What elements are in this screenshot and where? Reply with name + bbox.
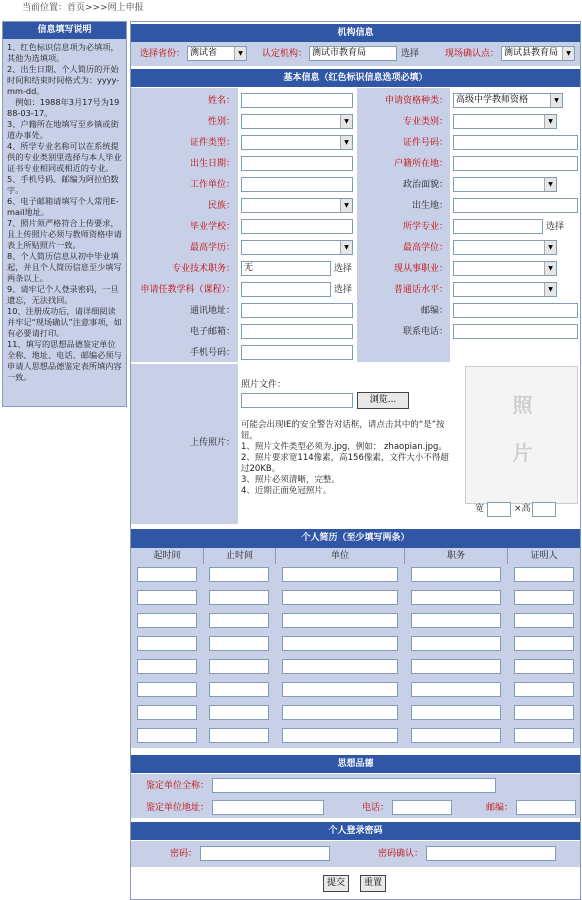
resume-cell-input[interactable]	[411, 682, 501, 697]
section-basic-title: 基本信息（红色标识信息选项必填）	[131, 69, 580, 87]
resume-col-start: 起时间	[153, 551, 181, 561]
help-line: 4、所学专业名称可以在系统提供的专业类别里选择与本人毕业证书专业相同或相近的专业。	[7, 141, 122, 173]
chevron-down-icon: ▼	[550, 94, 562, 107]
subject-label: 申请任教学科（课程）：	[140, 285, 235, 295]
title-label: 专业技术职务：	[171, 264, 235, 274]
mandarin-label: 普通话水平：	[393, 285, 448, 295]
resume-cell-input[interactable]	[411, 567, 501, 582]
name-input[interactable]	[241, 93, 353, 108]
photo-notes	[241, 420, 457, 497]
photo-note: 可能会出现IE的安全警告对话框，请点击其中的“是”按钮，	[241, 420, 445, 441]
resume-cell-input[interactable]	[209, 728, 269, 743]
section-login-title: 个人登录密码	[131, 822, 580, 840]
section-resume-title: 个人简历（至少填写两条）	[131, 529, 580, 548]
political-label: 政治面貌：	[402, 180, 448, 190]
moral-tel-input[interactable]	[392, 800, 452, 815]
photo-file-input[interactable]	[241, 393, 353, 408]
work-label: 工作单位：	[189, 180, 235, 190]
browse-button[interactable]: 浏览...	[357, 392, 409, 409]
moral-addr-label: 鉴定单位地址：	[145, 803, 209, 813]
resume-cell-input[interactable]	[514, 636, 574, 651]
resume-cell-input[interactable]	[411, 613, 501, 628]
resume-col-witness: 证明人	[530, 551, 558, 561]
moral-addr-input[interactable]	[212, 800, 324, 815]
auth-org-label: 认定机构：	[261, 49, 307, 59]
province-value: 测试省	[190, 48, 218, 58]
chevron-down-icon: ▼	[544, 241, 556, 254]
resume-cell-input[interactable]	[282, 682, 398, 697]
address-label: 通讯地址：	[189, 306, 235, 316]
major-input[interactable]	[453, 219, 543, 234]
resume-cell-input[interactable]	[282, 728, 398, 743]
help-line: 9、请牢记个人登录密码，一旦遗忘，无法找回。	[7, 284, 119, 305]
email-label: 电子邮箱：	[189, 327, 235, 337]
help-line: 5、手机号码、邮编为阿拉伯数字。	[7, 174, 119, 195]
password-input[interactable]	[200, 846, 330, 861]
resume-cell-input[interactable]	[137, 682, 197, 697]
photo-file-label: 照片文件：	[241, 380, 287, 390]
resume-cell-input[interactable]	[137, 705, 197, 720]
site-label: 现场确认点：	[444, 49, 499, 59]
resume-cell-input[interactable]	[209, 567, 269, 582]
postcode-label: 邮编：	[420, 306, 448, 316]
photo-height-label: ×高	[514, 504, 531, 514]
password-label: 密码：	[169, 849, 197, 859]
mobile-input[interactable]	[241, 345, 353, 360]
huji-input[interactable]	[453, 156, 578, 171]
name-label: 姓名：	[207, 96, 235, 106]
resume-cell-input[interactable]	[514, 682, 574, 697]
moral-tel-label: 电话：	[361, 803, 389, 813]
work-input[interactable]	[241, 177, 353, 192]
chevron-down-icon: ▼	[544, 115, 556, 128]
help-line: 2、出生日期、个人简历的开始时间和结束时间格式为：yyyy-mm-dd。	[7, 64, 120, 96]
auth-org-input[interactable]: 测试市教育局	[309, 46, 397, 61]
photo-note: 1、照片文件类型必须为.jpg，例如： zhaopian.jpg。	[241, 442, 447, 452]
title-select-link[interactable]: 选择	[334, 264, 353, 274]
help-line: 3、户籍所在地填写至乡镇或街道办事处。	[7, 119, 119, 140]
submit-button[interactable]: 提交	[323, 875, 349, 892]
degree-label: 最高学位：	[402, 243, 448, 253]
edu-label: 最高学历：	[189, 243, 235, 253]
political-select[interactable]	[453, 177, 557, 192]
subject-select-link[interactable]: 选择	[334, 285, 353, 295]
photo-height-input[interactable]	[532, 502, 556, 517]
help-line: 7、照片须严格符合上传要求，且上传照片必须与教师资格申请表上所贴照片一致。	[7, 218, 122, 250]
school-label: 毕业学校：	[189, 222, 235, 232]
cert-type-select[interactable]	[453, 93, 563, 108]
cert-type-label: 申请资格种类：	[384, 96, 448, 106]
resume-cell-input[interactable]	[137, 728, 197, 743]
resume-cell-input[interactable]	[282, 613, 398, 628]
degree-select[interactable]	[453, 240, 557, 255]
resume-cell-input[interactable]	[514, 728, 574, 743]
resume-cell-input[interactable]	[282, 590, 398, 605]
nation-label: 民族：	[207, 201, 235, 211]
photo-label: 上传照片：	[189, 438, 235, 448]
id-type-label: 证件类型：	[189, 138, 235, 148]
resume-cell-input[interactable]	[514, 659, 574, 674]
resume-cell-input[interactable]	[137, 659, 197, 674]
resume-cell-input[interactable]	[209, 590, 269, 605]
postcode-input[interactable]	[453, 303, 578, 318]
birth-input[interactable]	[241, 156, 353, 171]
resume-cell-input[interactable]	[411, 659, 501, 674]
chevron-down-icon: ▼	[340, 241, 352, 254]
resume-cell-input[interactable]	[137, 636, 197, 651]
moral-unit-input[interactable]	[212, 778, 496, 793]
password-confirm-label: 密码确认：	[377, 849, 423, 859]
resume-cell-input[interactable]	[411, 705, 501, 720]
job-select[interactable]	[453, 261, 557, 276]
chevron-down-icon: ▼	[340, 136, 352, 149]
chevron-down-icon: ▼	[340, 115, 352, 128]
site-value: 测试县教育局	[504, 48, 559, 58]
nation-select[interactable]	[241, 198, 353, 213]
resume-cell-input[interactable]	[411, 636, 501, 651]
help-line: 6、电子邮箱请填写个人常用E-mail地址。	[7, 196, 119, 217]
resume-cell-input[interactable]	[209, 705, 269, 720]
photo-preview	[465, 366, 578, 504]
moral-unit-label: 鉴定单位全称：	[145, 781, 209, 791]
resume-cell-input[interactable]	[137, 613, 197, 628]
help-line: 8、个人简历信息从初中毕业填起，并且个人简历信息至少填写两条以上。	[7, 251, 122, 283]
help-panel	[2, 21, 127, 407]
resume-cell-input[interactable]	[282, 567, 398, 582]
photo-width-input[interactable]	[487, 502, 511, 517]
mandarin-select[interactable]	[453, 282, 557, 297]
cert-type-value: 高级中学教师资格	[456, 95, 529, 105]
major-label: 所学专业：	[402, 222, 448, 232]
chevron-down-icon: ▼	[234, 47, 246, 60]
photo-note: 3、照片必须清晰，完整。	[241, 475, 340, 485]
resume-cell-input[interactable]	[209, 636, 269, 651]
birth-label: 出生日期：	[189, 159, 235, 169]
resume-cell-input[interactable]	[209, 659, 269, 674]
chevron-down-icon: ▼	[544, 262, 556, 275]
gender-select[interactable]	[241, 114, 353, 129]
photo-note: 4、近期正面免冠照片。	[241, 486, 332, 496]
edu-select[interactable]	[241, 240, 353, 255]
site-select[interactable]	[501, 46, 575, 61]
section-org-title: 机构信息	[131, 24, 580, 42]
resume-cell-input[interactable]	[514, 613, 574, 628]
province-label: 选择省份：	[139, 49, 185, 59]
photo-width-label: 宽	[475, 504, 485, 514]
resume-cell-input[interactable]	[411, 728, 501, 743]
resume-col-end: 止时间	[225, 551, 253, 561]
resume-cell-input[interactable]	[514, 567, 574, 582]
email-input[interactable]	[241, 324, 353, 339]
section-moral-title: 思想品德	[131, 755, 580, 773]
resume-cell-input[interactable]	[282, 659, 398, 674]
password-confirm-input[interactable]	[426, 846, 556, 861]
reset-button[interactable]: 重置	[360, 875, 386, 892]
birthplace-input[interactable]	[453, 198, 578, 213]
resume-cell-input[interactable]	[514, 705, 574, 720]
resume-cell-input[interactable]	[137, 567, 197, 582]
form-main	[130, 21, 581, 900]
chevron-down-icon: ▼	[544, 178, 556, 191]
help-title: 信息填写说明	[3, 22, 126, 39]
help-line: 1、红色标识信息项为必填项，其他为选填项。	[7, 42, 119, 63]
resume-cell-input[interactable]	[209, 682, 269, 697]
photo-note: 2、照片要求宽114像素，高156像素，文件大小不得超过20KB。	[241, 453, 449, 474]
photo-placeholder-char: 照	[512, 393, 533, 417]
resume-col-post: 职务	[446, 551, 465, 561]
title-input[interactable]: 无	[241, 261, 331, 276]
chevron-down-icon: ▼	[562, 47, 574, 60]
subject-input[interactable]	[241, 282, 331, 297]
resume-cell-input[interactable]	[209, 613, 269, 628]
moral-post-input[interactable]	[516, 800, 576, 815]
resume-col-unit: 单位	[330, 551, 349, 561]
address-input[interactable]	[241, 303, 353, 318]
mobile-label: 手机号码：	[189, 348, 235, 358]
resume-cell-input[interactable]	[282, 636, 398, 651]
help-line: 11、填写的思想品德鉴定单位全称、地址、电话、邮编必须与申请人思想品德鉴定表所填内容一致。	[7, 339, 122, 382]
major-select-link[interactable]: 选择	[546, 222, 565, 232]
resume-cell-input[interactable]	[514, 590, 574, 605]
auth-org-select-link[interactable]: 选择	[401, 49, 420, 59]
id-no-input[interactable]	[453, 135, 578, 150]
help-line: 例如：1988年3月17号为1988-03-17。	[7, 97, 120, 118]
help-line: 10、注册成功后，请详细阅读并牢记“现场确认”注意事项，如有必要请打印。	[7, 306, 122, 338]
help-body	[3, 39, 126, 386]
photo-placeholder	[466, 375, 579, 485]
province-select[interactable]	[187, 46, 247, 61]
id-no-label: 证件号码：	[402, 138, 448, 148]
birthplace-label: 出生地：	[411, 201, 448, 211]
major-cat-select[interactable]	[453, 114, 557, 129]
breadcrumb: 当前位置：首页>>>网上申报	[22, 3, 144, 13]
phone-label: 联系电话：	[402, 327, 448, 337]
photo-placeholder-char: 片	[512, 441, 533, 465]
job-label: 现从事职业：	[393, 264, 448, 274]
resume-cell-input[interactable]	[137, 590, 197, 605]
moral-post-label: 邮编：	[485, 803, 513, 813]
gender-label: 性别：	[207, 117, 235, 127]
huji-label: 户籍所在地：	[393, 159, 448, 169]
resume-cell-input[interactable]	[411, 590, 501, 605]
resume-cell-input[interactable]	[282, 705, 398, 720]
chevron-down-icon: ▼	[544, 283, 556, 296]
phone-input[interactable]	[453, 324, 578, 339]
major-cat-label: 专业类别：	[402, 117, 448, 127]
school-input[interactable]	[241, 219, 353, 234]
chevron-down-icon: ▼	[340, 199, 352, 212]
id-type-select[interactable]	[241, 135, 353, 150]
